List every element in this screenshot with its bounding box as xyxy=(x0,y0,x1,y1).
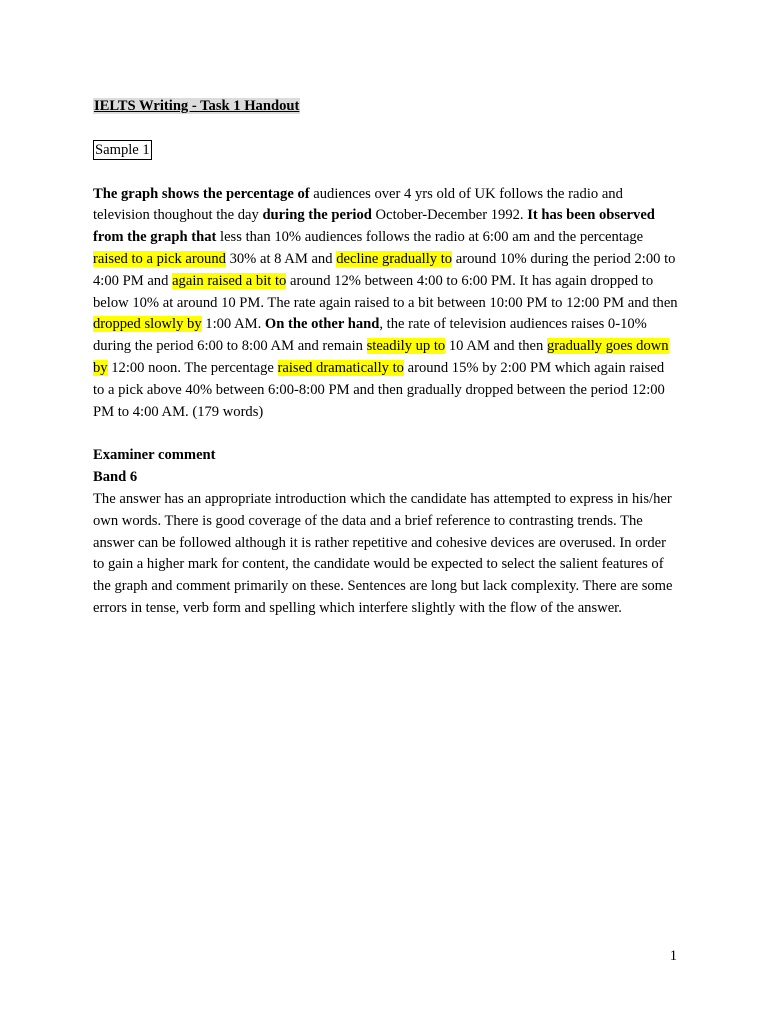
answer-text-run: around 12% between 4:00 to 6:00 PM. It has again dropped to below 10% at around 10 PM. The rate again raised to a bit between 10:00 PM to 12:00 PM and then xyxy=(93,272,678,311)
highlighted-phrase: steadily up to xyxy=(366,338,446,355)
answer-text-run: October-December 1992. xyxy=(371,207,528,224)
band-score: Band 6 xyxy=(93,469,138,486)
bold-phrase: The graph shows the percentage of xyxy=(93,185,310,202)
answer-text-run: around 15% by 2:00 PM which again raised to a pick above 40% between 6:00-8:00 PM and then gradually dropped between the period 12:00 PM to 4:00 AM. (179 words) xyxy=(93,359,665,420)
sample-label: Sample 1 xyxy=(95,141,150,158)
highlighted-phrase: decline gradually to xyxy=(336,250,453,267)
bold-phrase: during the period xyxy=(262,207,372,224)
examiner-comment-heading: Examiner comment xyxy=(93,447,216,464)
answer-text-run: less than 10% audiences follows the radio at 6:00 am and the percentage xyxy=(216,229,644,246)
answer-text-run: 1:00 AM. xyxy=(201,316,265,333)
answer-text-run: , the rate of television audiences raises 0-10% during the period 6:00 to 8:00 AM and remain xyxy=(93,316,647,355)
answer-text-run: around 10% during the period 2:00 to 4:00 PM and xyxy=(93,250,676,289)
answer-text-run: 10 AM and then xyxy=(445,338,547,355)
document-body xyxy=(93,96,678,620)
bold-phrase: It has been observed from the graph that xyxy=(93,207,655,246)
answer-text-run: 30% at 8 AM and xyxy=(225,250,337,267)
examiner-comment-text: The answer has an appropriate introduction which the candidate has attempted to express in his/her own words. There is good coverage of the data and a brief reference to contrasting trends. The answer can be followed although it is rather repetitive and cohesive devices are overused. In order to gain a higher mark for content, the candidate would be expected to select the salient features of the graph and comment primarily on these. Sentences are long but lack complexity. There are some errors in tense, verb form and spelling which interfere slightly with the flow of the answer. xyxy=(93,490,673,616)
sample-answer-paragraph xyxy=(93,184,678,424)
bold-phrase: On the other hand xyxy=(264,316,380,333)
highlighted-phrase: dropped slowly by xyxy=(93,316,202,333)
highlighted-phrase: raised to a pick around xyxy=(93,250,226,267)
page-number: 1 xyxy=(669,948,677,964)
highlighted-phrase: raised dramatically to xyxy=(277,359,404,376)
answer-text-run: audiences over 4 yrs old of UK follows the radio and television thoughout the day xyxy=(93,185,623,224)
highlighted-phrase: gradually goes down by xyxy=(93,338,669,376)
highlighted-phrase: again raised a bit to xyxy=(172,272,287,289)
answer-text-run: 12:00 noon. The percentage xyxy=(107,359,278,376)
handout-title: IELTS Writing - Task 1 Handout xyxy=(94,98,300,114)
